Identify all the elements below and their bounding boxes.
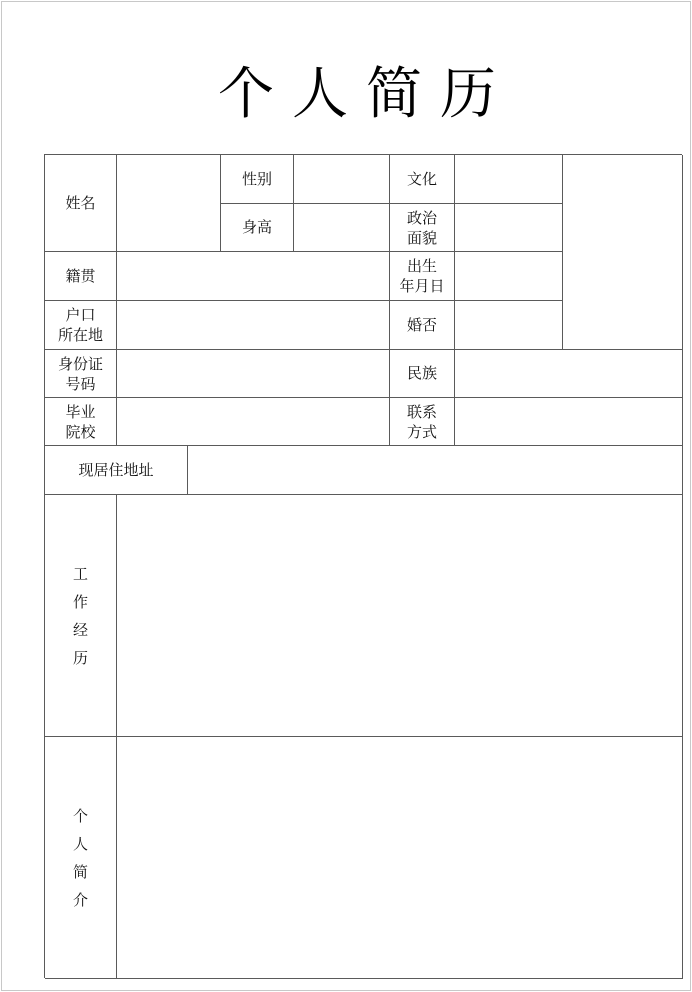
field-hukou[interactable]	[117, 301, 390, 350]
label-hukou	[45, 301, 117, 350]
label-intro-char: 个	[72, 806, 88, 825]
label-birth	[390, 252, 455, 301]
resume-form	[1, 1, 691, 991]
label-intro-char: 人	[72, 834, 88, 853]
page-title	[2, 50, 692, 130]
label-political-line2: 面貌	[406, 228, 437, 247]
label-school-line2: 院校	[65, 422, 96, 441]
label-gender-text: 性别	[241, 169, 272, 188]
label-idcard-line2: 号码	[65, 374, 96, 393]
label-work-char: 作	[72, 592, 88, 611]
label-school-line1: 毕业	[65, 402, 96, 421]
field-height[interactable]	[294, 204, 390, 252]
label-idcard	[45, 350, 117, 398]
label-education-text: 文化	[406, 169, 437, 188]
label-personal-intro	[45, 737, 117, 979]
label-hukou-line1: 户口	[65, 306, 96, 324]
label-marriage-text: 婚否	[406, 315, 437, 334]
label-intro-char: 介	[72, 890, 88, 909]
field-idcard[interactable]	[117, 350, 390, 398]
label-contact-line2: 方式	[406, 422, 437, 441]
label-political-line1: 政治	[406, 208, 437, 227]
label-work-char: 工	[72, 564, 88, 583]
label-work-experience	[45, 495, 117, 737]
label-idcard-line1: 身份证	[57, 354, 103, 373]
label-contact-line1: 联系	[406, 402, 437, 421]
label-height	[221, 204, 294, 252]
label-political	[390, 204, 455, 252]
field-personal-intro[interactable]	[117, 737, 683, 979]
label-contact	[390, 398, 455, 446]
label-name	[45, 155, 117, 252]
label-address	[45, 446, 188, 495]
field-education[interactable]	[455, 155, 563, 204]
field-political[interactable]	[455, 204, 563, 252]
label-work-char: 历	[72, 648, 88, 667]
label-marriage	[390, 301, 455, 350]
field-contact[interactable]	[455, 398, 683, 446]
field-gender[interactable]	[294, 155, 390, 204]
label-address-text: 现居住地址	[78, 460, 154, 479]
label-native-place	[45, 252, 117, 301]
label-hukou-line2: 所在地	[57, 326, 103, 344]
label-ethnicity	[390, 350, 455, 398]
label-work-char: 经	[72, 620, 88, 639]
label-name-text: 姓名	[65, 193, 96, 212]
title-text: 个人简历	[218, 62, 514, 127]
label-birth-line1: 出生	[406, 257, 437, 275]
label-birth-line2: 年月日	[399, 277, 445, 295]
label-school	[45, 398, 117, 446]
field-birth[interactable]	[455, 252, 563, 301]
field-marriage[interactable]	[455, 301, 563, 350]
field-name[interactable]	[117, 155, 221, 252]
field-work-experience[interactable]	[117, 495, 683, 737]
field-native-place[interactable]	[117, 252, 390, 301]
label-native-place-text: 籍贯	[65, 266, 96, 285]
label-ethnicity-text: 民族	[406, 364, 437, 382]
photo-box[interactable]	[563, 155, 683, 350]
field-address[interactable]	[188, 446, 683, 495]
label-gender	[221, 155, 294, 204]
label-intro-char: 简	[72, 862, 88, 881]
label-education	[390, 155, 455, 204]
field-ethnicity[interactable]	[455, 350, 683, 398]
label-height-text: 身高	[241, 218, 272, 236]
resume-table	[44, 154, 682, 978]
field-school[interactable]	[117, 398, 390, 446]
